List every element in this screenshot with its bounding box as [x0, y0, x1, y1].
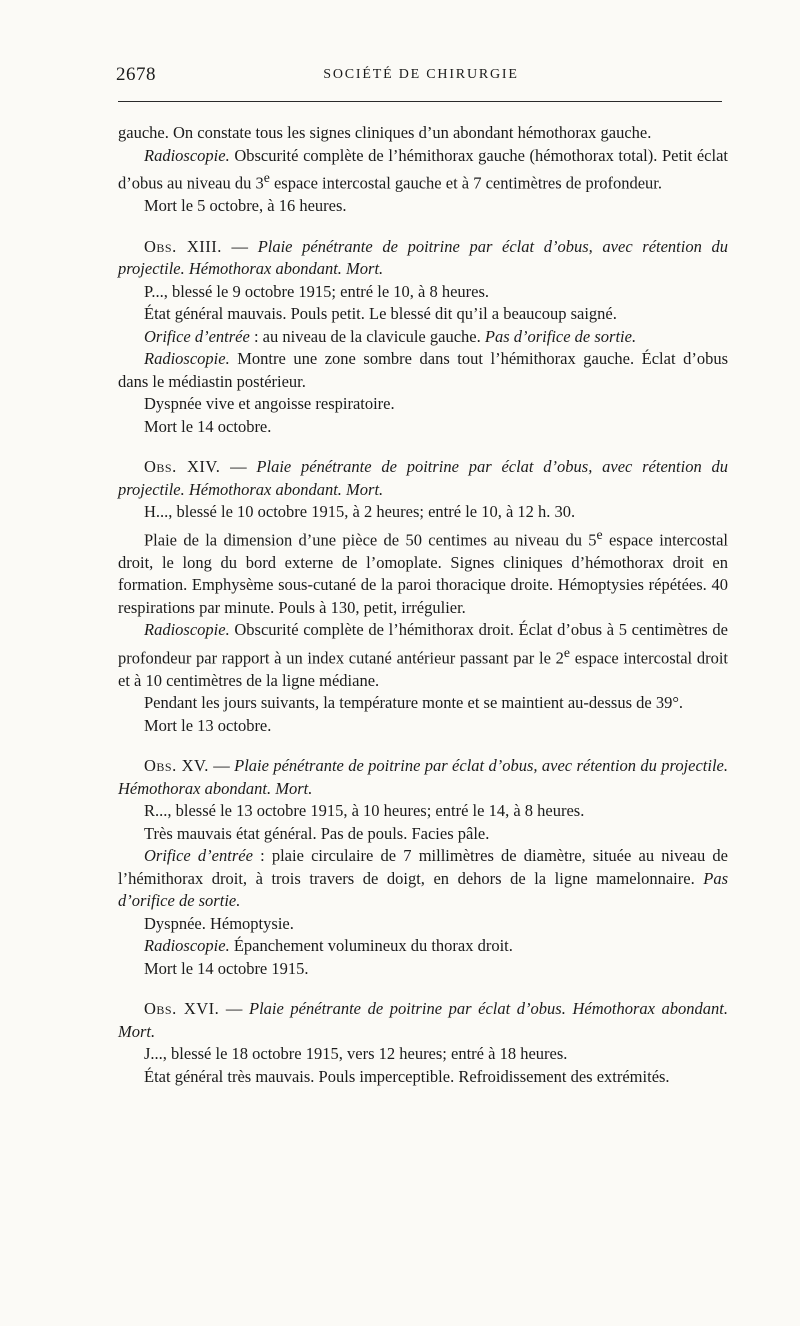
observation-heading: Obs. XIII. — Plaie pénétrante de poitrine par éclat d’obus, avec rétention du projectile. Hémothorax abondant. Mort.: [118, 236, 728, 278]
paragraph: Orifice d’entrée : au niveau de la clavicule gauche. Pas d’orifice de sortie.: [144, 326, 637, 346]
paragraph: Mort le 13 octobre.: [144, 715, 272, 735]
paragraph: R..., blessé le 13 octobre 1915, à 10 heures; entré le 14, à 8 heures.: [144, 801, 585, 820]
paragraph: Pendant les jours suivants, la température monte et se maintient au-dessus de 39°.: [144, 693, 684, 712]
paragraph: P..., blessé le 9 octobre 1915; entré le 10, à 8 heures.: [144, 281, 490, 301]
paragraph: J..., blessé le 18 octobre 1915, vers 12 heures; entré à 18 heures.: [144, 1044, 568, 1063]
paragraph: Radioscopie. Obscurité complète de l’hémithorax gauche (hémothorax total). Petit éclat d’obus au niveau du 3e espace intercostal gauche et à 7 centimètres de profondeur.: [118, 145, 728, 193]
paragraph: Mort le 5 octobre, à 16 heures.: [144, 196, 347, 215]
body-text: [118, 122, 728, 1088]
paragraph: gauche. On constate tous les signes cliniques d’un abondant hémothorax gauche.: [118, 123, 652, 142]
paragraph: Plaie de la dimension d’une pièce de 50 centimes au niveau du 5e espace intercostal droit, le long du bord externe de l’omoplate. Signes cliniques d’hémothorax droit en formation. Emphysème sous-cutané de la paroi thoracique droite. Hémoptysies répétées. 40 respirations par minute. Pouls à 130, petit, irrégulier.: [118, 526, 728, 617]
running-title: SOCIÉTÉ DE CHIRURGIE: [323, 67, 519, 82]
page-number: 2678: [116, 64, 156, 85]
paragraph: Mort le 14 octobre 1915.: [144, 958, 309, 978]
paragraph: Radioscopie. Obscurité complète de l’hémithorax droit. Éclat d’obus à 5 centimètres de profondeur par rapport à un index cutané antérieur passant par le 2e espace intercostal droit et à 10 centimètres de la ligne médiane.: [118, 620, 728, 690]
paragraph: Très mauvais état général. Pas de pouls. Facies pâle.: [144, 823, 490, 843]
paragraph: Mort le 14 octobre.: [144, 416, 272, 436]
observation-heading: Obs. XIV. — Plaie pénétrante de poitrine par éclat d’obus, avec rétention du projectile. Hémothorax abondant. Mort.: [118, 457, 728, 499]
observation-heading: Obs. XV. — Plaie pénétrante de poitrine par éclat d’obus, avec rétention du projectile. Hémothorax abondant. Mort.: [118, 756, 728, 798]
paragraph: Radioscopie. Épanchement volumineux du thorax droit.: [144, 936, 513, 955]
paragraph: État général très mauvais. Pouls imperceptible. Refroidissement des extrémités.: [144, 1066, 670, 1086]
paragraph: Dyspnée. Hémoptysie.: [144, 913, 294, 933]
paragraph: H..., blessé le 10 octobre 1915, à 2 heures; entré le 10, à 12 h. 30.: [144, 502, 576, 521]
paragraph: Radioscopie. Montre une zone sombre dans tout l’hémithorax gauche. Éclat d’obus dans le médiastin postérieur.: [118, 349, 728, 391]
paragraph: État général mauvais. Pouls petit. Le blessé dit qu’il a beaucoup saigné.: [144, 304, 617, 323]
observation-heading: Obs. XVI. — Plaie pénétrante de poitrine par éclat d’obus. Hémothorax abondant. Mort.: [118, 999, 729, 1041]
header-rule: [118, 101, 722, 102]
paragraph: Dyspnée vive et angoisse respiratoire.: [144, 394, 395, 413]
page-header: [116, 64, 726, 94]
paragraph: Orifice d’entrée : plaie circulaire de 7 millimètres de diamètre, située au niveau de l’hémithorax droit, à trois travers de doigt, en dehors de la ligne mamelonnaire. Pas d’orifice de sortie.: [118, 846, 728, 910]
